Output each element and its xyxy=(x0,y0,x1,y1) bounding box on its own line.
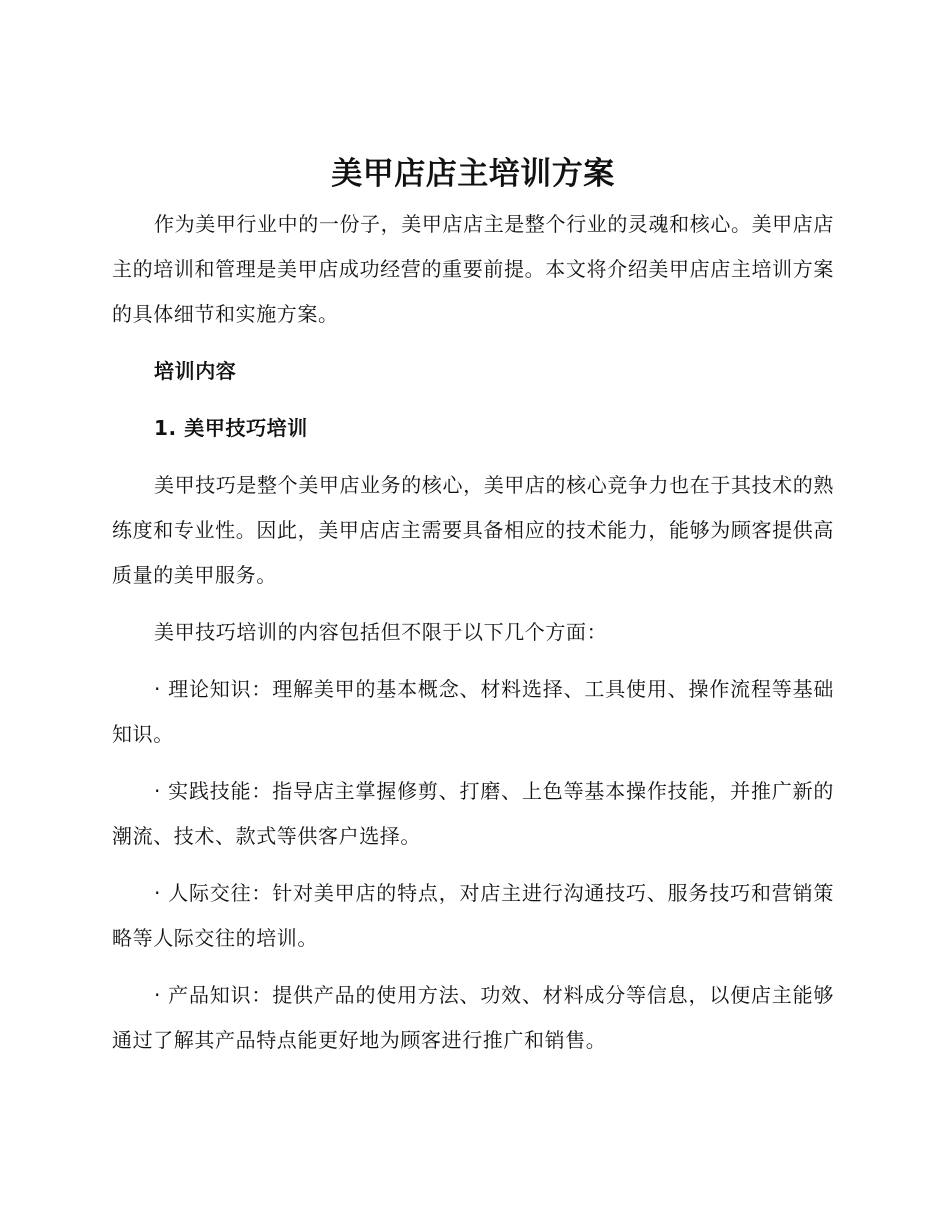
training-scope-paragraph: 美甲技巧培训的内容包括但不限于以下几个方面： xyxy=(154,620,608,644)
bullet-item-theory: · 理论知识：理解美甲的基本概念、材料选择、工具使用、操作流程等基础知识。 xyxy=(112,677,834,746)
document-title: 美甲店店主培训方案 xyxy=(331,156,615,192)
subsection-heading: 1. 美甲技巧培训 xyxy=(154,416,308,440)
bullet-item-interpersonal: · 人际交往：针对美甲店的特点，对店主进行沟通技巧、服务技巧和营销策略等人际交往的培训。 xyxy=(112,881,834,950)
bullet-item-product: · 产品知识：提供产品的使用方法、功效、材料成分等信息，以便店主能够通过了解其产品特点能更好地为顾客进行推广和销售。 xyxy=(112,983,834,1052)
section-heading: 培训内容 xyxy=(154,359,237,383)
intro-paragraph: 作为美甲行业中的一份子，美甲店店主是整个行业的灵魂和核心。美甲店店主的培训和管理是美甲店成功经营的重要前提。本文将介绍美甲店店主培训方案的具体细节和实施方案。 xyxy=(112,212,834,326)
document-page xyxy=(112,148,834,1063)
skills-paragraph: 美甲技巧是整个美甲店业务的核心，美甲店的核心竞争力也在于其技术的熟练度和专业性。因此，美甲店店主需要具备相应的技术能力，能够为顾客提供高质量的美甲服务。 xyxy=(112,473,834,587)
bullet-item-practice: · 实践技能：指导店主掌握修剪、打磨、上色等基本操作技能，并推广新的潮流、技术、款式等供客户选择。 xyxy=(112,779,834,848)
